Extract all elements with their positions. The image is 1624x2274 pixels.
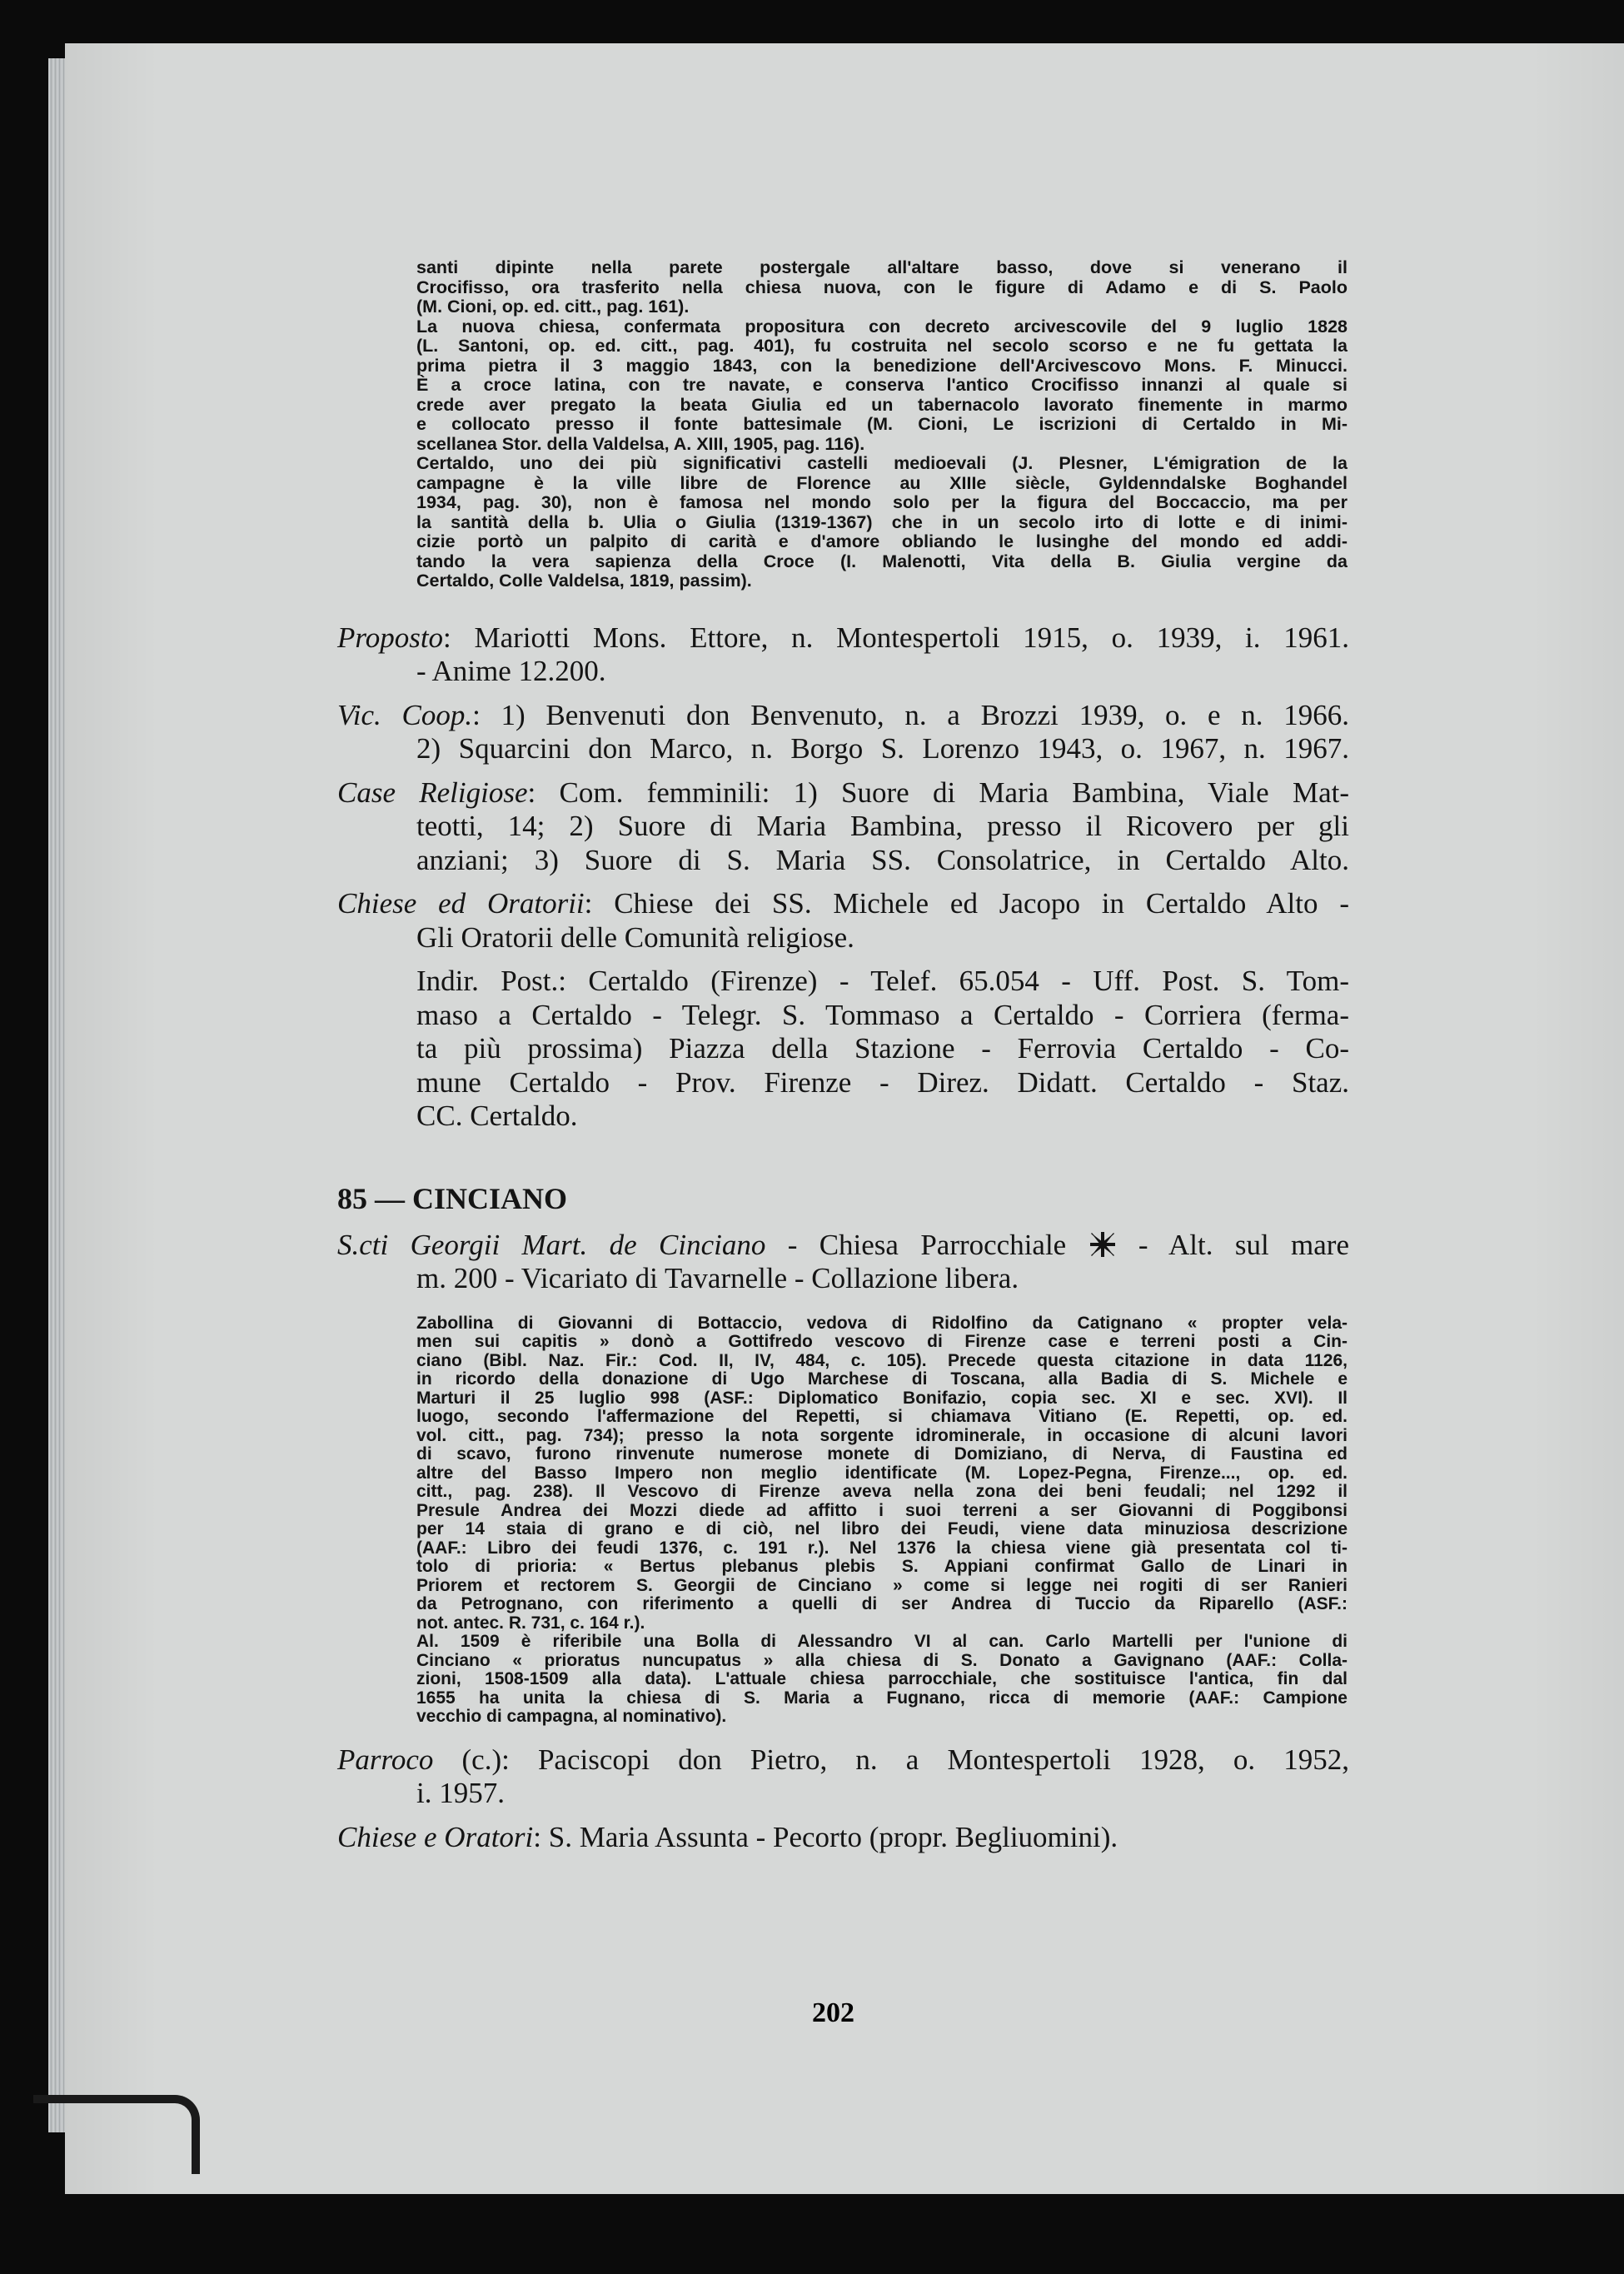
cinciano-title-text: - Alt. sul mare: [1116, 1228, 1349, 1261]
indirizzi-line: ta più prossima) Piazza della Stazione - Ferrovia Certaldo - Co-: [416, 1032, 1349, 1065]
note-line: campagne è la ville libre de Florence au XIIIe siècle, Gyldenndalske Boghandel: [416, 472, 1348, 493]
parroco-entry: [337, 1743, 1349, 1811]
note-line: da Petrognano, con riferimento a quelli di ser Andrea di Tuccio da Riparello (ASF.:: [416, 1594, 1348, 1613]
proposto-label: Proposto: [337, 621, 444, 654]
note-line: prima pietra il 3 maggio 1843, con la benedizione dell'Arcivescovo Mons. F. Minucci.: [416, 355, 1348, 376]
note-line: Cinciano « prioratus nuncupatus » alla chiesa di S. Donato a Gavignano (AAF.: Colla-: [416, 1650, 1348, 1670]
note-line: men sui capitis » donò a Gottifredo vescovo di Firenze case e terreni posti a Cin-: [416, 1332, 1348, 1351]
note-line: per 14 staia di grano e di ciò, nel libro dei Feudi, viene data minuziosa descrizione: [416, 1519, 1348, 1538]
cinciano-title-cont: m. 200 - Vicariato di Tavarnelle - Collazione libera.: [416, 1262, 1019, 1294]
note-line: (M. Cioni, op. ed. citt., pag. 161).: [416, 297, 690, 317]
proposto-entry: [337, 621, 1349, 689]
note-line: crede aver pregato la beata Giulia ed un tabernacolo lavorato finemente in marmo: [416, 394, 1348, 415]
indirizzi-line: CC. Certaldo.: [416, 1100, 578, 1132]
maltese-cross-icon: [1088, 1230, 1117, 1259]
note-line: tando la vera sapienza della Croce (I. Malenotti, Vita della B. Giulia vergine da: [416, 551, 1348, 571]
note-line: in ricordo della donazione di Ugo Marchese di Toscana, alla Badia di S. Michele e: [416, 1369, 1348, 1389]
note-line: Priorem et rectorem S. Georgii de Cinciano » come si legge nei rogiti di ser Ranieri: [416, 1575, 1348, 1595]
parroco-label: Parroco: [337, 1743, 434, 1776]
chiese-oratori-entry: [337, 1821, 1349, 1855]
note-line: e collocato presso il fonte battesimale (M. Cioni, Le iscrizioni di Certaldo in Mi-: [416, 414, 1348, 434]
vic-coop-label: Vic. Coop.: [337, 698, 473, 731]
note-line: Marturi il 25 luglio 998 (ASF.: Diplomatico Bonifazio, copia sec. XI e sec. XVI). Il: [416, 1388, 1348, 1408]
note-line: vol. citt., pag. 734); presso la nota sorgente idrominerale, in occasione di alcuni lavori: [416, 1425, 1348, 1445]
parroco-text: (c.): Paciscopi don Pietro, n. a Montespertoli 1928, o. 1952,: [433, 1743, 1349, 1776]
note-line: luogo, secondo l'affermazione del Repetti, si chiamava Vitiano (E. Repetti, op. ed.: [416, 1407, 1348, 1426]
proposto-text: : Mariotti Mons. Ettore, n. Montespertoli 1915, o. 1939, i. 1961.: [443, 621, 1349, 654]
note-line: (L. Santoni, op. ed. citt., pag. 401), fu costruita nel secolo scorso e ne fu gettata la: [416, 336, 1348, 356]
note-line: ciano (Bibl. Naz. Fir.: Cod. II, IV, 484, c. 105). Precede questa citazione in data 1126,: [416, 1350, 1348, 1370]
top-footnote-block: [416, 258, 1348, 591]
vic-coop-text: : 1) Benvenuti don Benvenuto, n. a Brozzi 1939, o. e n. 1966.: [472, 698, 1349, 731]
note-line: 1655 ha unita la chiesa di S. Maria a Fugnano, ricca di memorie (AAF.: Campione: [416, 1688, 1348, 1708]
note-line: 1934, pag. 30), non è famosa nel mondo solo per la figura del Boccaccio, ma per: [416, 492, 1348, 512]
note-line: Certaldo, uno dei più significativi castelli medioevali (J. Plesner, L'émigration de la: [416, 453, 1348, 473]
note-line: vecchio di campagna, al nominativo).: [416, 1707, 727, 1726]
note-line: Al. 1509 è riferibile una Bolla di Alessandro VI al can. Carlo Martelli per l'unione di: [416, 1632, 1348, 1651]
note-line: la santità della b. Ulia o Giulia (1319-1367) che in un secolo irto di lotte e di inimi-: [416, 511, 1348, 532]
page-content: [337, 258, 1349, 1854]
note-line: santi dipinte nella parete postergale all'altare basso, dove si venerano il: [416, 257, 1348, 277]
vic-coop-entry: [337, 699, 1349, 766]
bookmark-ribbon: [33, 2095, 200, 2174]
case-religiose-text-cont: teotti, 14; 2) Suore di Maria Bambina, presso il Ricovero per gli: [416, 810, 1349, 842]
chiese-oratorii-text-cont: Gli Oratorii delle Comunità religiose.: [416, 920, 854, 954]
chiese-oratorii-text: : Chiese dei SS. Michele ed Jacopo in Certaldo Alto -: [584, 887, 1349, 920]
note-line: È a croce latina, con tre navate, e conserva l'antico Crocifisso innanzi al quale si: [416, 375, 1348, 395]
note-line: (AAF.: Libro dei feudi 1376, c. 191 r.). Nel 1376 la chiesa viene già presentata col ti-: [416, 1538, 1348, 1558]
note-line: altre del Basso Impero non meglio identificate (M. Lopez-Pegna, Firenze..., op. ed.: [416, 1463, 1348, 1483]
chiese-oratori-text: : S. Maria Assunta - Pecorto (propr. Begliuomini).: [533, 1820, 1118, 1853]
note-line: zioni, 1508-1509 alla data). L'attuale chiesa parrocchiale, che sostituisce l'antica, fin dal: [416, 1669, 1348, 1688]
chiese-oratorii-entry: [337, 887, 1349, 955]
proposto-text-cont: - Anime 12.200.: [416, 655, 606, 687]
note-line: di scavo, furono rinvenute numerose monete di Domiziano, di Nerva, di Faustina ed: [416, 1444, 1348, 1464]
note-line: Zabollina di Giovanni di Bottaccio, vedova di Ridolfino da Catignano « propter vela-: [416, 1313, 1348, 1333]
case-religiose-text: : Com. femminili: 1) Suore di Maria Bambina, Viale Mat-: [527, 775, 1349, 809]
page-number: 202: [812, 1997, 854, 2028]
chiese-oratori-label: Chiese e Oratori: [337, 1820, 534, 1853]
note-line: cizie portò un palpito di carità e d'amore obliando le lusinghe del mondo ed addi-: [416, 531, 1348, 551]
case-religiose-label: Case Religiose: [337, 775, 528, 809]
note-line: not. antec. R. 731, c. 164 r.).: [416, 1613, 645, 1633]
section-heading-cinciano: 85 — CINCIANO: [337, 1181, 568, 1215]
chiese-oratorii-label: Chiese ed Oratorii: [337, 887, 585, 920]
note-line: scellanea Stor. della Valdelsa, A. XIII, 1905, pag. 116).: [416, 433, 865, 454]
note-line: citt., pag. 238). Il Vescovo di Firenze aveva nella zona dei beni feudali; nel 1292 il: [416, 1482, 1348, 1501]
cinciano-title-entry: [337, 1229, 1349, 1296]
cinciano-title-text: - Chiesa Parrocchiale: [765, 1228, 1088, 1261]
case-religiose-text-cont: anziani; 3) Suore di S. Maria SS. Consolatrice, in Certaldo Alto.: [416, 843, 1349, 876]
indirizzi-line: Indir. Post.: Certaldo (Firenze) - Telef. 65.054 - Uff. Post. S. Tom-: [416, 965, 1349, 997]
parroco-text-cont: i. 1957.: [416, 1777, 505, 1809]
vic-coop-text-cont: 2) Squarcini don Marco, n. Borgo S. Lorenzo 1943, o. 1967, n. 1967.: [416, 732, 1349, 765]
note-line: Certaldo, Colle Valdelsa, 1819, passim).: [416, 571, 752, 591]
note-line: Presule Andrea dei Mozzi diede ad affitto i suoi terreni a ser Giovanni di Poggibonsi: [416, 1500, 1348, 1520]
indirizzi-entry: [337, 965, 1349, 1134]
note-line: La nuova chiesa, confermata propositura con decreto arcivescovile del 9 luglio 1828: [416, 316, 1348, 337]
case-religiose-entry: [337, 776, 1349, 878]
note-line: Crocifisso, ora trasferito nella chiesa nuova, con le figure di Adamo e di S. Paolo: [416, 277, 1348, 297]
cinciano-history-note: [416, 1314, 1348, 1727]
note-line: tolo di prioria: « Bertus plebanus plebis S. Appiani confirmat Gallo de Linari in: [416, 1557, 1348, 1576]
indirizzi-line: mune Certaldo - Prov. Firenze - Direz. Didatt. Certaldo - Staz.: [416, 1065, 1349, 1099]
cinciano-church-name: S.cti Georgii Mart. de Cinciano: [337, 1228, 766, 1261]
indirizzi-line: maso a Certaldo - Telegr. S. Tommaso a Certaldo - Corriera (ferma-: [416, 998, 1349, 1031]
